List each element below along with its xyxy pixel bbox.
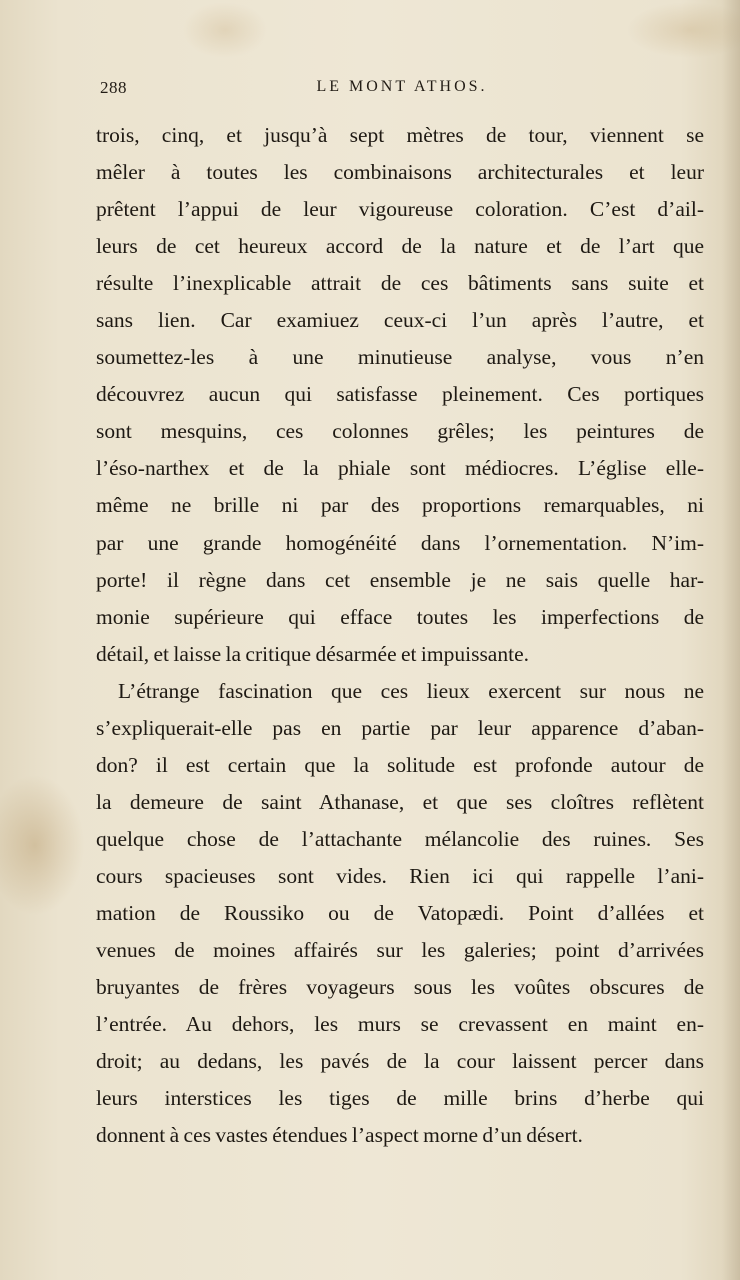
text-line: sans lien. Car examiuez ceux-ci l’un après l’autre, et <box>96 308 704 333</box>
text-line: mêler à toutes les combinaisons architecturales et leur <box>96 160 704 185</box>
text-line: droit; au dedans, les pavés de la cour laissent percer dans <box>96 1049 704 1074</box>
text-line: par une grande homogénéité dans l’ornementation. N’im- <box>96 530 704 555</box>
text-line: trois, cinq, et jusqu’à sept mètres de tour, viennent se <box>96 123 704 147</box>
paragraph-2 <box>96 673 704 1155</box>
text-line: bruyantes de frères voyageurs sous les voûtes obscures de <box>96 975 704 1000</box>
text-line: la demeure de saint Athanase, et que ses cloîtres reflètent <box>96 789 704 814</box>
text-line: s’expliquerait-elle pas en partie par leur apparence d’aban- <box>96 715 704 740</box>
text-line: monie supérieure qui efface toutes les imperfections de <box>96 604 704 629</box>
text-line: détail, et laisse la critique désarmée et impuissante. <box>96 641 529 666</box>
text-line: donnent à ces vastes étendues l’aspect morne d’un désert. <box>96 1123 583 1148</box>
text-line: venues de moines affairés sur les galeries; point d’arrivées <box>96 938 704 963</box>
text-line: mation de Roussiko ou de Vatopædi. Point d’allées et <box>96 900 704 925</box>
text-line: même ne brille ni par des proportions remarquables, ni <box>96 493 704 518</box>
text-line: prêtent l’appui de leur vigoureuse coloration. C’est d’ail- <box>96 197 704 222</box>
text-line: sont mesquins, ces colonnes grêles; les peintures de <box>96 419 704 444</box>
text-line: l’éso-narthex et de la phiale sont médiocres. L’église elle- <box>96 456 704 481</box>
text-line: quelque chose de l’attachante mélancolie des ruines. Ses <box>96 826 704 851</box>
text-line: don? il est certain que la solitude est profonde autour de <box>96 752 704 777</box>
text-line: découvrez aucun qui satisfasse pleinement. Ces portiques <box>96 382 704 407</box>
text-line: résulte l’inexplicable attrait de ces bâtiments sans suite et <box>96 271 704 296</box>
paragraph-1 <box>96 117 704 673</box>
text-line: porte! il règne dans cet ensemble je ne sais quelle har- <box>96 567 704 592</box>
text-line: leurs de cet heureux accord de la nature et de l’art que <box>96 234 704 259</box>
text-line: soumettez-les à une minutieuse analyse, vous n’en <box>96 345 704 370</box>
text-line: leurs interstices les tiges de mille brins d’herbe qui <box>96 1086 704 1111</box>
body-text <box>96 117 704 1154</box>
text-line: L’étrange fascination que ces lieux exercent sur nous ne <box>118 678 704 703</box>
text-line: l’entrée. Au dehors, les murs se crevassent en maint en- <box>96 1012 704 1037</box>
text-line: cours spacieuses sont vides. Rien ici qui rappelle l’ani- <box>96 863 704 888</box>
page-header <box>100 78 700 102</box>
running-title: LE MONT ATHOS. <box>316 78 488 95</box>
page-number: 288 <box>100 78 127 97</box>
